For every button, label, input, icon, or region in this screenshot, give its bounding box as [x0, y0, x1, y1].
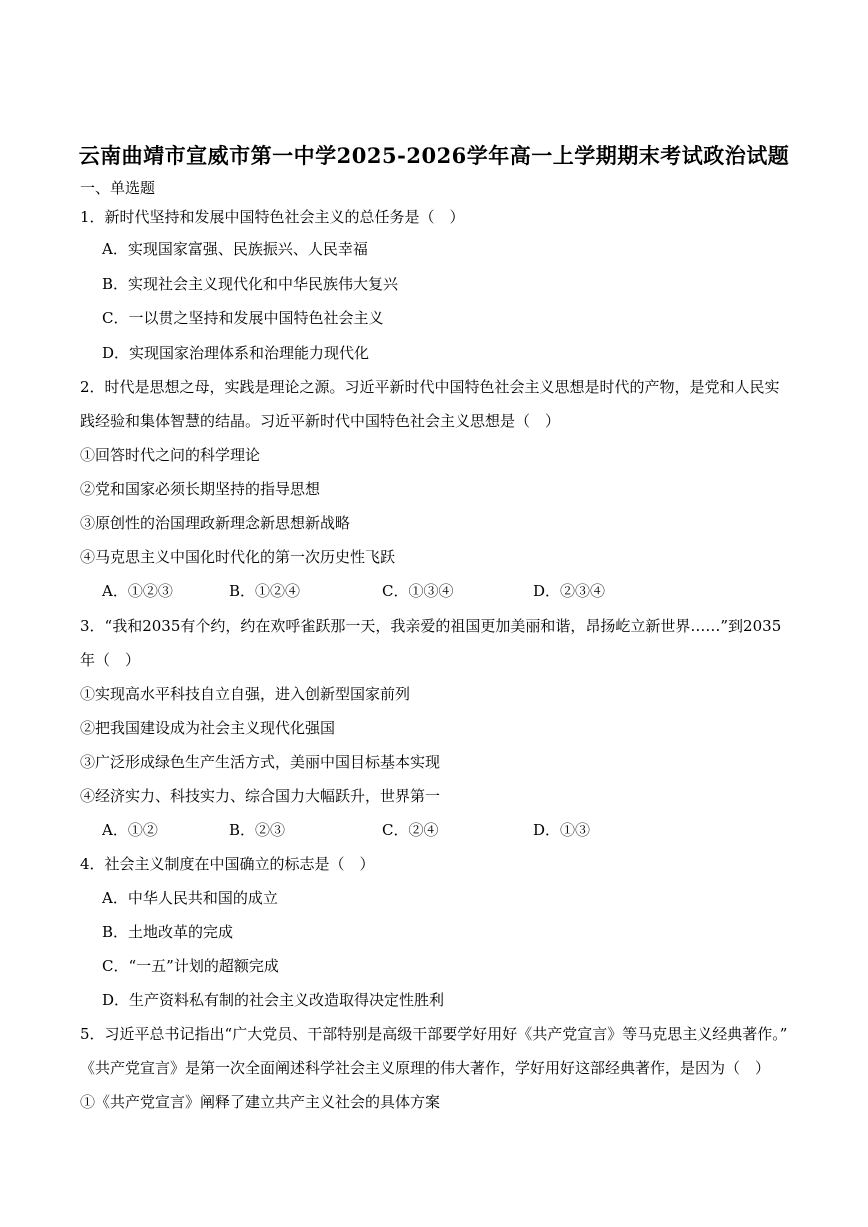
exam-title: 云南曲靖市宣威市第一中学2025-2026学年高一上学期期末考试政治试题 [78, 143, 790, 168]
question-2-item-1: ①回答时代之问的科学理论 [80, 446, 261, 464]
question-2-option-b: B．①②④ [229, 582, 301, 600]
question-3-stem-line-1: 3．“我和2035有个约，约在欢呼雀跃那一天，我亲爱的祖国更加美丽和谐，昂扬屹立新世界……”到2035 [80, 617, 782, 635]
question-3-item-3: ③广泛形成绿色生产生活方式，美丽中国目标基本实现 [80, 753, 441, 771]
question-1-option-c: C．一以贯之坚持和发展中国特色社会主义 [102, 309, 384, 327]
question-2-option-c: C．①③④ [382, 582, 454, 600]
question-3-item-2: ②把我国建设成为社会主义现代化强国 [80, 719, 336, 737]
section-heading: 一、单选题 [80, 179, 156, 197]
question-5-stem-line-2: 《共产党宣言》是第一次全面阐述科学社会主义原理的伟大著作，学好用好这部经典著作，是因为（ ） [80, 1059, 771, 1077]
question-4-option-b: B．土地改革的完成 [102, 923, 234, 941]
question-3-option-c: C．②④ [382, 821, 439, 839]
question-4-option-a: A．中华人民共和国的成立 [102, 889, 278, 907]
question-1-option-b: B．实现社会主义现代化和中华民族伟大复兴 [102, 275, 399, 293]
question-2-item-4: ④马克思主义中国化时代化的第一次历史性飞跃 [80, 548, 396, 566]
question-1-option-a: A．实现国家富强、民族振兴、人民幸福 [102, 240, 368, 258]
question-2-option-a: A．①②③ [102, 582, 173, 600]
question-4-option-d: D．生产资料私有制的社会主义改造取得决定性胜利 [102, 991, 445, 1009]
question-3-stem-line-2: 年（ ） [80, 651, 141, 669]
question-3-item-1: ①实现高水平科技自立自强，进入创新型国家前列 [80, 685, 411, 703]
question-2-stem-line-1: 2．时代是思想之母，实践是理论之源。习近平新时代中国特色社会主义思想是时代的产物，是党和人民实 [80, 378, 780, 396]
question-2-item-2: ②党和国家必须长期坚持的指导思想 [80, 480, 321, 498]
question-3-option-d: D．①③ [533, 821, 591, 839]
question-5-stem-line-1: 5．习近平总书记指出“广大党员、干部特别是高级干部要学好用好《共产党宣言》等马克思主义经典著作。” [80, 1025, 788, 1043]
question-3-item-4: ④经济实力、科技实力、综合国力大幅跃升，世界第一 [80, 787, 441, 805]
question-4-option-c: C．“一五”计划的超额完成 [102, 957, 279, 975]
question-1-stem: 1．新时代坚持和发展中国特色社会主义的总任务是（ ） [80, 208, 465, 226]
question-4-stem: 4．社会主义制度在中国确立的标志是（ ） [80, 855, 375, 873]
question-3-option-b: B．②③ [229, 821, 286, 839]
question-2-item-3: ③原创性的治国理政新理念新思想新战略 [80, 514, 351, 532]
question-2-option-d: D．②③④ [533, 582, 606, 600]
question-3-option-a: A．①② [102, 821, 158, 839]
question-1-option-d: D．实现国家治理体系和治理能力现代化 [102, 344, 370, 362]
question-2-stem-line-2: 践经验和集体智慧的结晶。习近平新时代中国特色社会主义思想是（ ） [80, 412, 561, 430]
question-5-item-1: ①《共产党宣言》阐释了建立共产主义社会的具体方案 [80, 1093, 441, 1111]
